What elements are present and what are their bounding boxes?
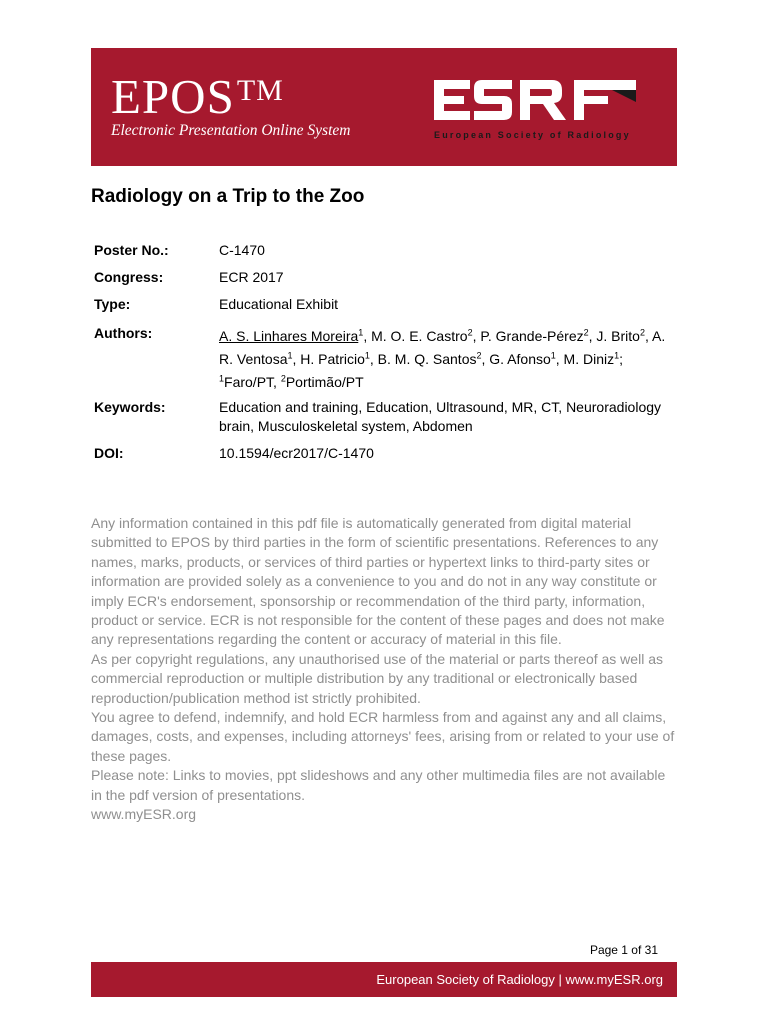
- meta-row-type: Type: Educational Exhibit: [94, 296, 339, 312]
- disclaimer-paragraph: You agree to defend, indemnify, and hold ECR harmless from and against any and all claims, damages, costs, and expenses, including attorneys' fees, arising from or related to your use of these pages.: [91, 709, 675, 764]
- epos-subtitle: Electronic Presentation Online System: [111, 122, 351, 139]
- meta-row-keywords: Keywords: Education and training, Education, Ultrasound, MR, CT, Neuroradiology brain, Musculoskeletal system, Abdomen: [94, 399, 662, 434]
- epos-logo: [111, 69, 351, 140]
- meta-row-poster-no: Poster No.: C-1470: [94, 242, 265, 258]
- page-number: Page 1 of 31: [589, 943, 658, 957]
- disclaimer: [91, 514, 675, 825]
- document-title: Radiology on a Trip to the Zoo: [91, 186, 365, 207]
- doi-value: 10.1594/ecr2017/C-1470: [219, 445, 374, 461]
- footer-banner: [91, 962, 677, 997]
- disclaimer-paragraph: As per copyright regulations, any unauthorised use of the material or parts thereof as well as commercial reproduction or multiple distribution by any traditional or electronically based reproduction/publication method ist strictly prohibited.: [91, 650, 663, 706]
- esr-tagline: European Society of Radiology: [434, 130, 631, 140]
- epos-tm: TM: [236, 74, 284, 107]
- disclaimer-website: www.myESR.org: [91, 806, 197, 823]
- esr-logo: [434, 76, 636, 140]
- meta-row-authors: Authors: A. S. Linhares Moreira$^1$, M. O. E. Castro$^2$, P. Grande-Pérez$^2$, J. Brito$^2$, A. R. Ventosa$^1$, H. Patricio$^1$, B. M. Q. Santos$^2$, G. Afonso$^1$, M. Diniz$^1$; $^1$Faro/PT, $^2$Portimão/PT: [94, 322, 674, 394]
- author-name-link[interactable]: A. S. Linhares Moreira: [219, 328, 359, 344]
- footer-text: European Society of Radiology | www.myESR.org: [376, 972, 663, 987]
- header-banner: [91, 48, 677, 166]
- meta-row-congress: Congress: ECR 2017: [94, 269, 284, 285]
- disclaimer-paragraph: Please note: Links to movies, ppt slideshows and any other multimedia files are not available in the pdf version of presentations.: [91, 767, 666, 803]
- authors-list: A. S. Linhares Moreira$^1$, M. O. E. Castro$^2$, P. Grande-Pérez$^2$, J. Brito$^2$, A. R. Ventosa$^1$, H. Patricio$^1$, B. M. Q. Santos$^2$, G. Afonso$^1$, M. Diniz$^1$; $^1$Faro/PT, $^2$Portimão/PT: [219, 327, 666, 390]
- disclaimer-paragraph: Any information contained in this pdf file is automatically generated from digital material submitted to EPOS by third parties in the form of scientific presentations. References to any names, marks, products, or services of third parties or hypertext links to third-party sites or information are provided solely as a convenience to you and do not in any way constitute or imply ECR's endorsement, sponsorship or recommendation of the third party, information, product or service. ECR is not responsible for the content of these pages and does not make any representations regarding the content or accuracy of material in this file.: [91, 515, 665, 648]
- esr-logo-icon: [434, 76, 636, 124]
- poster-metadata: [94, 241, 674, 471]
- epos-title: EPOS: [111, 69, 235, 124]
- meta-row-doi: DOI: 10.1594/ecr2017/C-1470: [94, 444, 674, 463]
